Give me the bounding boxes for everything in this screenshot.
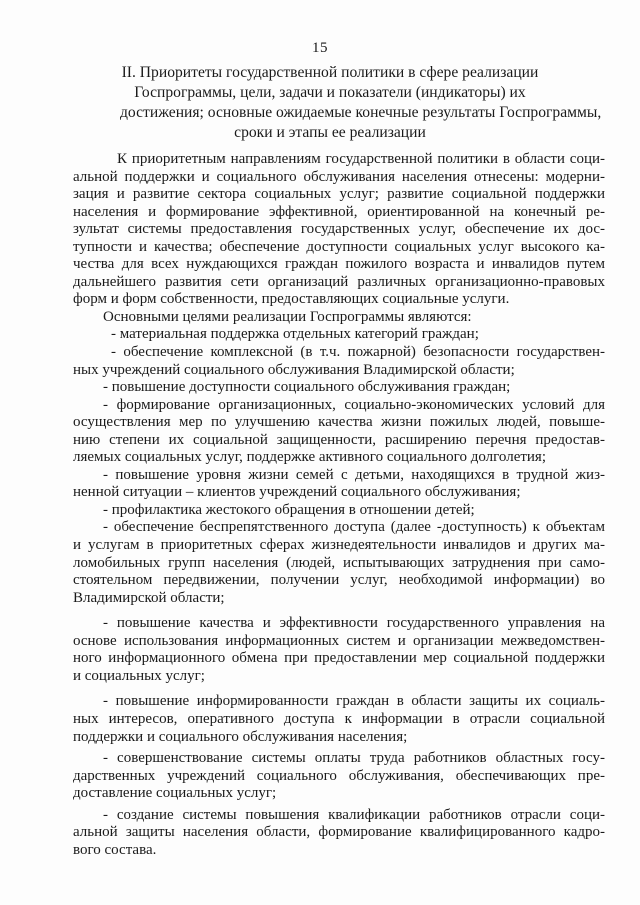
section-title-line: сроки и этапы ее реализации (234, 124, 426, 141)
text-line: чества для всех нуждающихся граждан пожилого возраста и инвалидов путем (73, 256, 605, 273)
text-line: - обеспечение беспрепятственного доступа (далее -доступность) к объектам (103, 519, 605, 536)
text-line: ного информационного обмена при предоставлении мер социальной поддержки (73, 650, 605, 667)
text-line: поддержки и социального обслуживания населения; (73, 728, 408, 745)
text-line: альной поддержки и социального обслуживания населения отнесены: модерни- (73, 168, 605, 185)
paragraph-goals-intro (73, 309, 605, 327)
section-title-line: II. Приоритеты государственной политики в сфере реализации (121, 64, 539, 81)
text-line: Владимирской области; (73, 589, 225, 606)
text-line: доставление социальных услуг; (73, 785, 277, 802)
text-line: - повышение доступности социального обслуживания граждан; (103, 379, 511, 396)
text-line: ненной ситуации – клиентов учреждений социального обслуживания; (73, 484, 521, 501)
paragraph-priorities (73, 151, 605, 309)
text-line: тупности и качества; обеспечение доступности социальных услуг высокого ка- (73, 238, 605, 255)
text-line: - создание системы повышения квалификации работников отрасли соци- (103, 806, 605, 823)
goal-item (73, 344, 605, 379)
text-line: и социальных услуг; (73, 667, 205, 684)
text-line: - повышение качества и эффективности государственного управления на (103, 615, 605, 632)
section-title (120, 63, 602, 143)
text-line: К приоритетным направлениям государственной политики в области соци- (117, 151, 605, 167)
text-line: населения и формирование эффективной, ориентированной на конечный ре- (73, 203, 605, 220)
section-title-line: достижения; основные ожидаемые конечные результаты Госпрограммы, (120, 104, 602, 121)
text-line: - совершенствование системы оплаты труда работников областных госу- (103, 750, 605, 767)
goal-item (73, 615, 605, 685)
page-number: 15 (312, 40, 328, 56)
text-line: основе использования информационных систем и организации межведомствен- (73, 632, 605, 649)
text-line: ляемых социальных услуг, поддержке активного социального долголетия; (73, 449, 546, 466)
text-line: - материальная поддержка отдельных категорий граждан; (111, 326, 479, 343)
goal-item (73, 750, 605, 803)
body-text (73, 151, 605, 859)
goal-item (73, 397, 605, 467)
text-line: - повышение уровня жизни семей с детьми, находящихся в трудной жиз- (103, 466, 605, 483)
text-line: дальнейшего развития сети организаций различных организационно-правовых (73, 273, 605, 290)
section-title-line: Госпрограммы, цели, задачи и показатели (индикаторы) их (134, 84, 526, 101)
text-line: дарственных учреждений социального обслуживания, обеспечивающих пре- (73, 767, 605, 784)
text-line: ломобильных групп населения (людей, испытывающих затруднения при само- (73, 554, 605, 571)
goal-item (73, 519, 605, 607)
goal-item (73, 467, 605, 502)
text-line: - обеспечение комплексной (в т.ч. пожарной) безопасности государствен- (111, 344, 605, 361)
goal-item (73, 502, 605, 520)
text-line: вого состава. (73, 841, 157, 858)
text-line: - формирование организационных, социально-экономических условий для (103, 396, 605, 413)
goal-item (73, 693, 605, 746)
text-line: ных учреждений социального обслуживания Владимирской области; (73, 361, 515, 378)
text-line: нию степени их социальной защищенности, расширению перечня предостав- (73, 431, 605, 448)
text-line: зация и развитие сектора социальных услуг; развитие социальной поддержки (73, 186, 605, 203)
text-line: Основными целями реализации Госпрограммы являются: (103, 308, 472, 325)
text-line: - профилактика жестокого обращения в отношении детей; (103, 501, 475, 518)
text-line: и услугам в приоритетных сферах жизнедеятельности инвалидов и других ма- (73, 537, 605, 554)
goal-item (73, 326, 605, 344)
text-line: форм и форм собственности, предоставляющих социальные услуги. (73, 291, 510, 308)
text-line: альной защиты населения области, формирование квалифицированного кадро- (73, 824, 605, 841)
goal-item (73, 379, 605, 397)
text-line: ных интересов, оперативного доступа к информации в отрасли социальной (73, 710, 605, 727)
text-line: осуществления мер по улучшению качества жизни пожилых людей, повыше- (73, 414, 605, 431)
text-line: - повышение информированности граждан в области защиты их социаль- (103, 693, 605, 710)
goal-item (73, 807, 605, 860)
text-line: стоятельном передвижении, получении услуг, необходимой информации) во (73, 572, 605, 589)
text-line: зультат системы предоставления государственных услуг, обеспечение их дос- (73, 221, 605, 238)
